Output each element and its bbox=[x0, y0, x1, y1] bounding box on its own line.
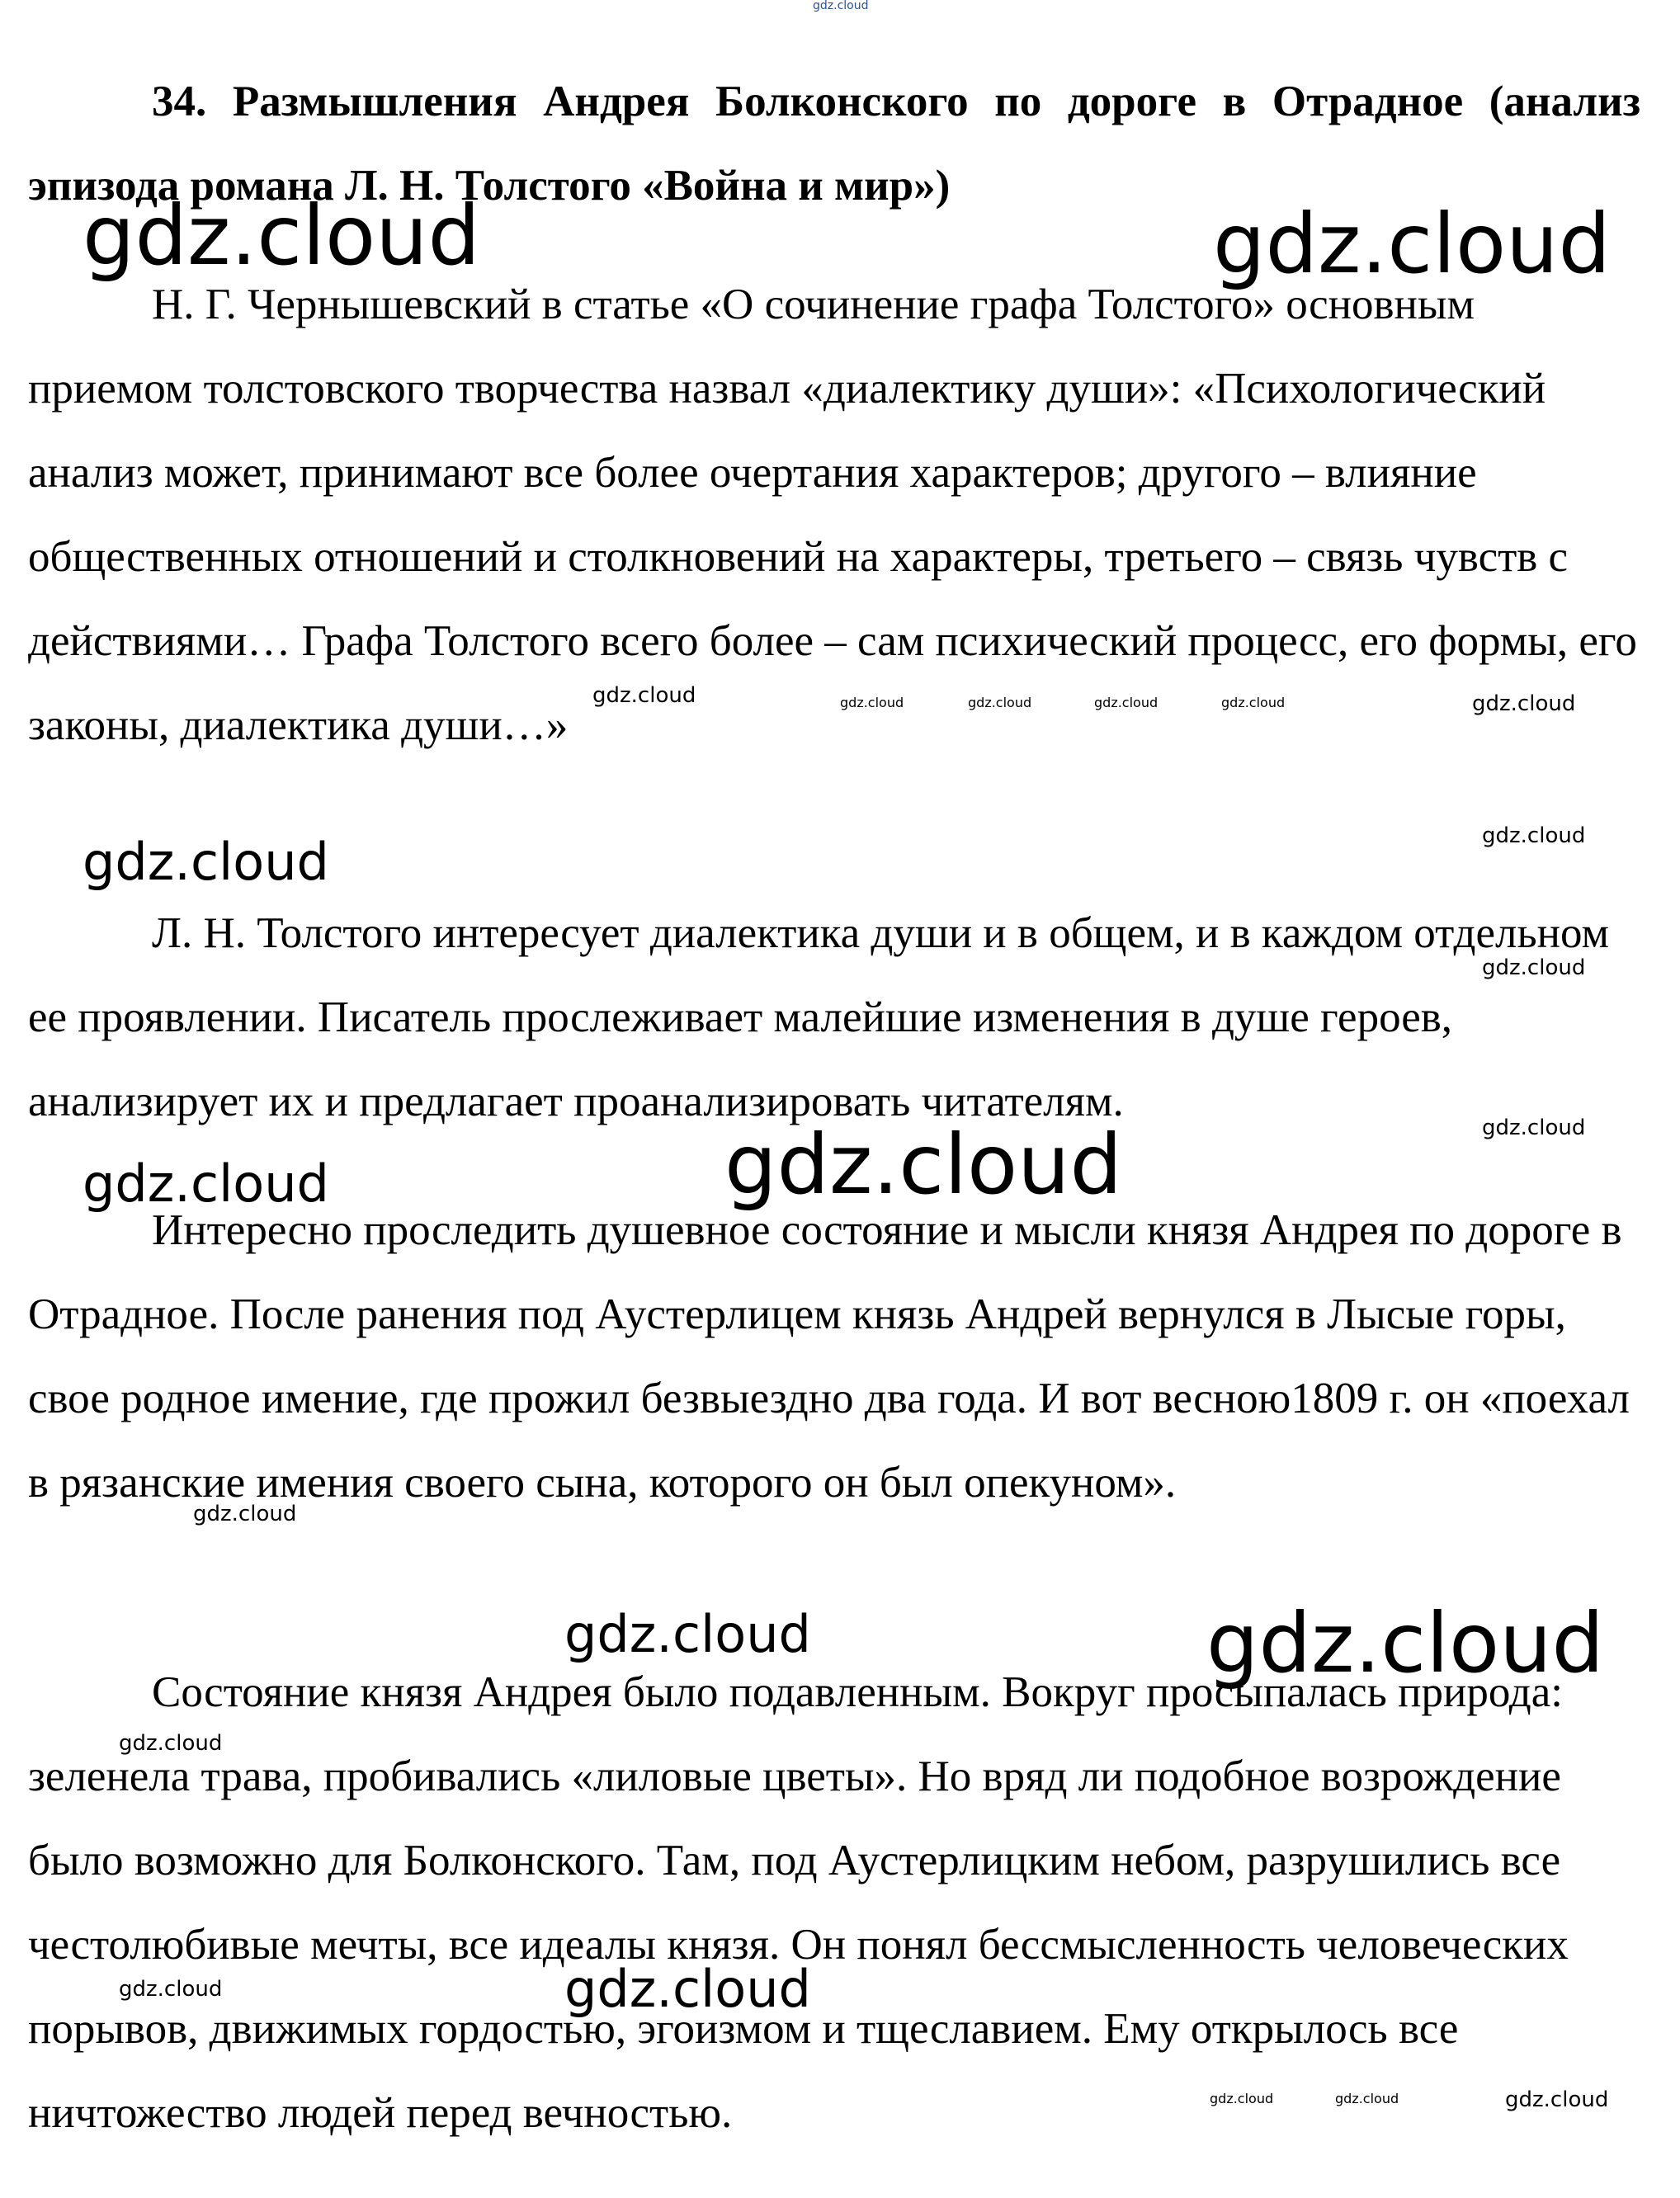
watermark: gdz.cloud bbox=[1482, 955, 1586, 980]
watermark: gdz.cloud bbox=[564, 1959, 811, 2019]
watermark: gdz.cloud bbox=[119, 1731, 223, 1756]
watermark: gdz.cloud bbox=[119, 1977, 223, 2002]
watermark: gdz.cloud bbox=[1206, 1595, 1605, 1691]
watermark: gdz.cloud bbox=[193, 1502, 297, 1526]
paragraph-4: Состояние князя Андрея было подавленным. Вокруг просыпалась природа: зеленела трава, пробивались «лиловые цветы». Но вряд ли подобное возрождение было возможно для Болконского. Там, под Аустерлицким небом, разрушились все честолюбивые мечты, все идеалы князя. Он понял бессмысленность человеческих порывов, движимых гордостью, эгоизмом и тщеславием. Ему открылось все ничтожество людей перед вечностью. bbox=[28, 1668, 1569, 2137]
watermark: gdz.cloud bbox=[564, 1604, 811, 1664]
watermark: gdz.cloud bbox=[1094, 695, 1159, 710]
watermark: gdz.cloud bbox=[1213, 196, 1612, 292]
watermark: gdz.cloud bbox=[83, 1153, 329, 1214]
document-heading: 34. Размышления Андрея Болконского по дороге в Отрадное (анализ эпизода романа Л. Н. Толстого «Война и мир») bbox=[28, 78, 1640, 210]
watermark: gdz.cloud bbox=[840, 695, 904, 710]
watermark: gdz.cloud bbox=[1482, 823, 1586, 848]
watermark: gdz.cloud bbox=[592, 683, 696, 708]
watermark: gdz.cloud bbox=[1335, 2091, 1399, 2106]
watermark: gdz.cloud bbox=[1210, 2091, 1274, 2106]
watermark: gdz.cloud bbox=[83, 832, 329, 892]
paragraph-1: Н. Г. Чернышевский в статье «О сочинение графа Толстого» основным приемом толстовского творчества назвал «диалектику души»: «Психологический анализ может, принимают все более очертания характеров; другого – влияние общественных отношений и столкновений на характеры, третьего – связь чувств с действиями… Графа Толстого всего более – сам психический процесс, его формы, его законы, диалектика души…» bbox=[28, 281, 1637, 749]
watermark: gdz.cloud bbox=[1482, 1116, 1586, 1140]
watermark: gdz.cloud bbox=[1221, 695, 1286, 710]
watermark: gdz.cloud bbox=[968, 695, 1032, 710]
watermark: gdz.cloud bbox=[813, 0, 869, 12]
watermark: gdz.cloud bbox=[1472, 691, 1576, 716]
watermark: gdz.cloud bbox=[1505, 2087, 1609, 2112]
watermark: gdz.cloud bbox=[724, 1116, 1123, 1213]
paragraph-3: Интересно проследить душевное состояние и мысли князя Андрея по дороге в Отрадное. После ранения под Аустерлицем князь Андрей вернулся в Лысые горы, свое родное имение, где прожил безвыездно два года. И вот весною1809 г. он «поехал в рязанские имения своего сына, которого он был опекуном». bbox=[28, 1206, 1630, 1507]
paragraph-2: Л. Н. Толстого интересует диалектика души и в общем, и в каждом отдельном ее проявлении. Писатель прослеживает малейшие изменения в душе героев, анализирует их и предлагает проанализировать читателям. bbox=[28, 909, 1610, 1125]
watermark: gdz.cloud bbox=[83, 187, 481, 284]
